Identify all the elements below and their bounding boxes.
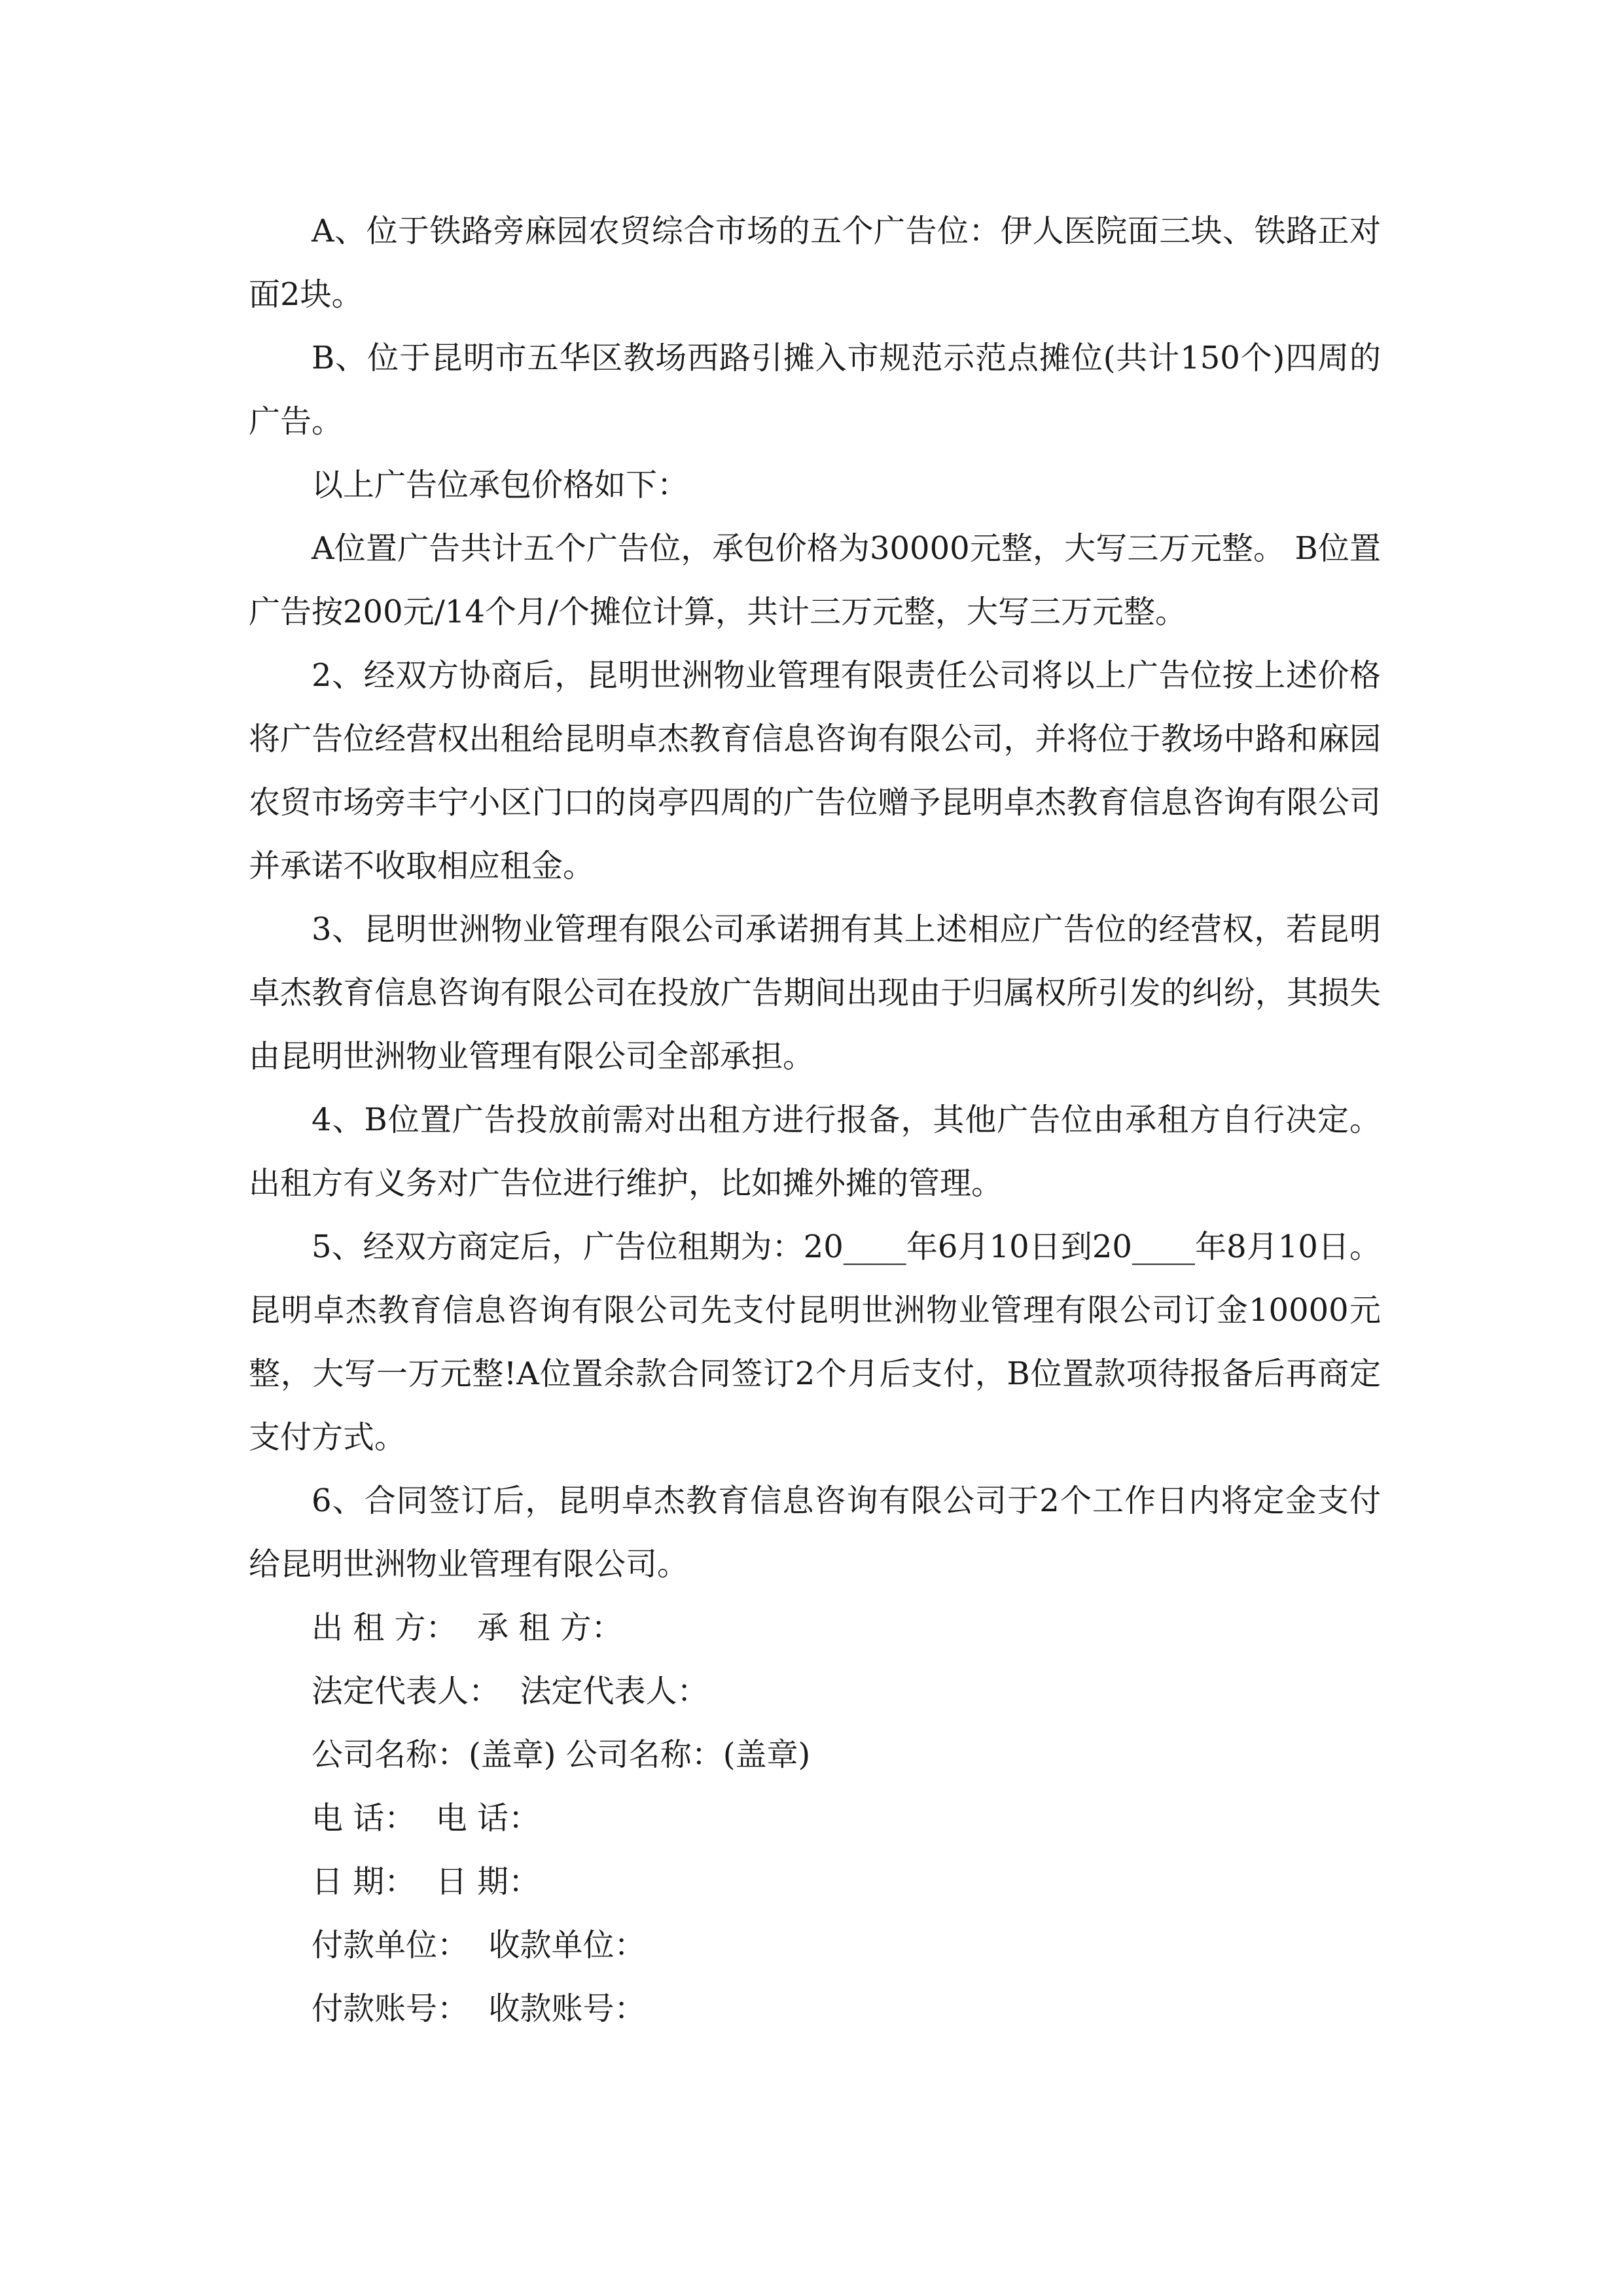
clause-4: 4、B位置广告投放前需对出租方进行报备，其他广告位由承租方自行决定。出租方有义务对广告位进行维护，比如摊外摊的管理。 (249, 1102, 1381, 1202)
signature-company-name: 公司名称：(盖章) 公司名称：(盖章) (312, 1736, 811, 1773)
signature-account-number: 付款账号： 收款账号： (312, 1990, 646, 2027)
clause-6: 6、合同签订后，昆明卓杰教育信息咨询有限公司于2个工作日内将定金支付给昆明世洲物业管理有限公司。 (249, 1482, 1381, 1583)
signature-phone: 电 话： 电 话： (312, 1800, 541, 1837)
signature-date: 日 期： 日 期： (312, 1863, 541, 1900)
contract-body (249, 200, 1381, 2041)
clause-2: 2、经双方协商后，昆明世洲物业管理有限责任公司将以上广告位按上述价格将广告位经营权出租给昆明卓杰教育信息咨询有限公司，并将位于教场中路和麻园农贸市场旁丰宁小区门口的岗亭四周的广告位赠予昆明卓杰教育信息咨询有限公司并承诺不收取相应租金。 (249, 657, 1381, 884)
signature-parties: 出 租 方： 承 租 方： (312, 1609, 623, 1646)
price-intro: 以上广告位承包价格如下： (312, 467, 689, 503)
signature-payment-unit: 付款单位： 收款单位： (312, 1927, 646, 1964)
clause-a-location: A、位于铁路旁麻园农贸综合市场的五个广告位：伊人医院面三块、铁路正对面2块。 (249, 213, 1381, 313)
signature-legal-rep: 法定代表人： 法定代表人： (312, 1673, 709, 1710)
clause-3: 3、昆明世洲物业管理有限公司承诺拥有其上述相应广告位的经营权，若昆明卓杰教育信息咨询有限公司在投放广告期间出现由于归属权所引发的纠纷，其损失由昆明世洲物业管理有限公司全部承担。 (249, 911, 1381, 1075)
clause-b-location: B、位于昆明市五华区教场西路引摊入市规范示范点摊位(共计150个)四周的广告。 (249, 340, 1381, 440)
clause-5: 5、经双方商定后，广告位租期为：20____年6月10日到20____年8月10日。昆明卓杰教育信息咨询有限公司先支付昆明世洲物业管理有限公司订金10000元整，大写一万元整!A位置余款合同签订2个月后支付，B位置款项待报备后再商定支付方式。 (249, 1229, 1381, 1456)
price-details: A位置广告共计五个广告位，承包价格为30000元整，大写三万元整。 B位置广告按200元/14个月/个摊位计算，共计三万元整，大写三万元整。 (249, 530, 1381, 630)
